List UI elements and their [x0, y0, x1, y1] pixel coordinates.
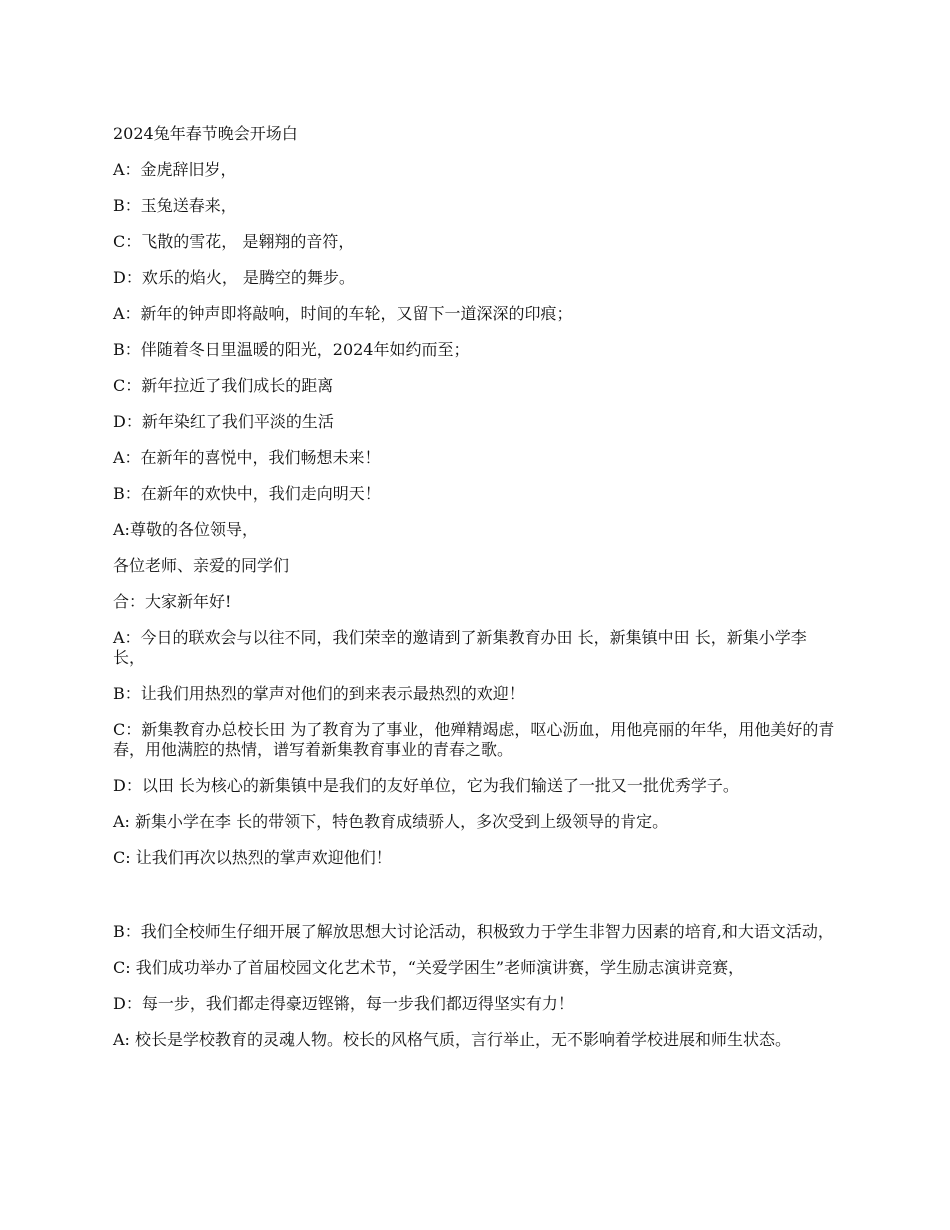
- paragraph: B：玉兔送春来，: [113, 196, 237, 215]
- paragraph: 合：大家新年好!: [113, 592, 232, 611]
- paragraph: C：飞散的雪花， 是翱翔的音符，: [113, 232, 355, 251]
- paragraph: D：新年染红了我们平淡的生活: [113, 412, 334, 431]
- paragraph: A：金虎辞旧岁，: [113, 160, 237, 179]
- paragraph: D：欢乐的焰火， 是腾空的舞步。: [113, 268, 355, 287]
- paragraph: A: 校长是学校教育的灵魂人物。校长的风格气质，言行举止，无不影响着学校进展和师生状态。: [113, 1030, 792, 1049]
- paragraph: B：在新年的欢快中，我们走向明天！: [113, 484, 381, 503]
- paragraph: A: 新集小学在李 长的带领下，特色教育成绩骄人，多次受到上级领导的肯定。: [113, 812, 669, 831]
- paragraph: A：今日的联欢会与以往不同，我们荣幸的邀请到了新集教育办田 长，新集镇中田 长，新集小学李 长，: [113, 628, 807, 667]
- paragraph: 各位老师、亲爱的同学们: [113, 556, 290, 575]
- document-body: [113, 124, 838, 1066]
- blank-line: [113, 884, 838, 922]
- paragraph: B：我们全校师生仔细开展了解放思想大讨论活动，积极致力于学生非智力因素的培育,和大语文活动，: [113, 922, 834, 941]
- paragraph: B：伴随着冬日里温暖的阳光，2024年如约而至；: [113, 340, 470, 359]
- paragraph: C：新年拉近了我们成长的距离: [113, 376, 334, 395]
- paragraph: C: 让我们再次以热烈的掌声欢迎他们！: [113, 848, 392, 867]
- paragraph: C：新集教育办总校长田 为了教育为了事业，他殚精竭虑，呕心沥血，用他亮丽的年华，用他美好的青春，用他满腔的热情，谱写着新集教育事业的青春之歌。: [113, 720, 835, 759]
- paragraph: D：以田 长为核心的新集镇中是我们的友好单位，它为我们输送了一批又一批优秀学子。: [113, 776, 739, 795]
- paragraph: C: 我们成功举办了首届校园文化艺术节，“关爱学困生”老师演讲赛，学生励志演讲竞赛，: [113, 958, 745, 977]
- paragraph: A：在新年的喜悦中，我们畅想未来！: [113, 448, 381, 467]
- paragraph: A：新年的钟声即将敲响，时间的车轮，又留下一道深深的印痕；: [113, 304, 573, 323]
- paragraph: D：每一步，我们都走得豪迈铿锵，每一步我们都迈得坚实有力！: [113, 994, 574, 1013]
- document-title: 2024兔年春节晚会开场白: [113, 124, 298, 143]
- paragraph: B：让我们用热烈的掌声对他们的到来表示最热烈的欢迎！: [113, 684, 525, 703]
- paragraph: A:尊敬的各位领导，: [113, 520, 258, 539]
